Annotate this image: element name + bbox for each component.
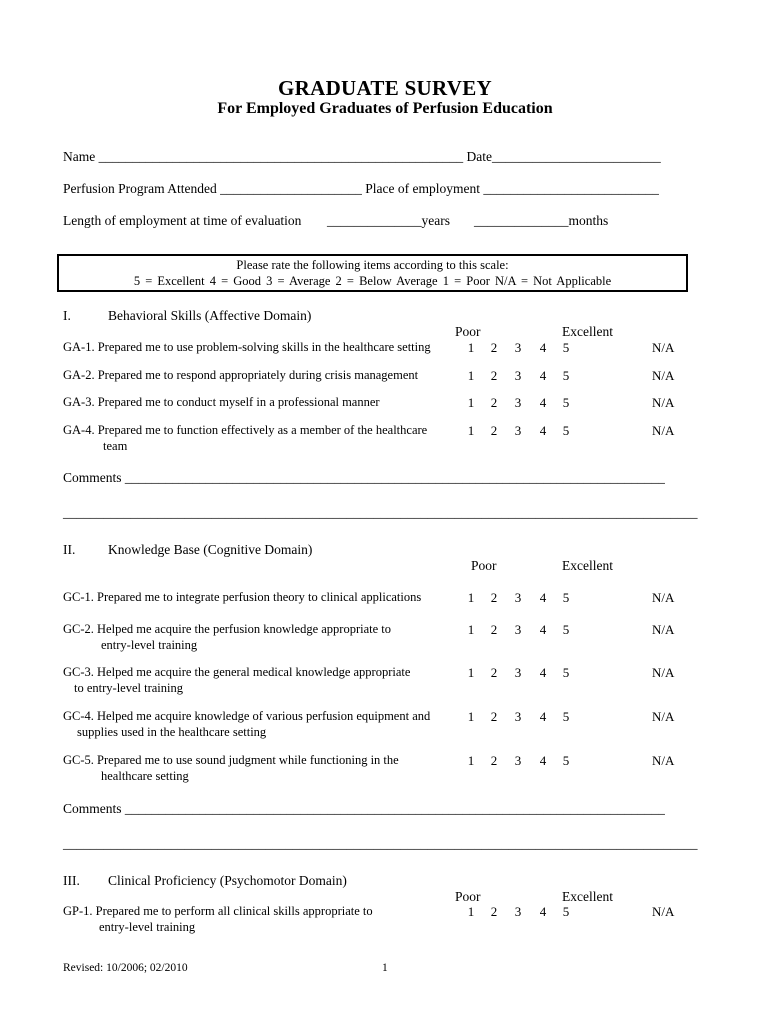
rating-option[interactable]: 3 <box>514 622 522 637</box>
rating-option[interactable]: 2 <box>490 709 498 724</box>
rating-option[interactable]: 1 <box>467 753 475 768</box>
na-option[interactable]: N/A <box>652 753 675 768</box>
rating-option[interactable]: 5 <box>562 340 570 355</box>
poor-label: Poor <box>455 889 481 904</box>
rating-option[interactable]: 2 <box>490 395 498 410</box>
section-numeral: II. <box>63 542 76 557</box>
item-text: GC-5. Prepared me to use sound judgment while functioning in the <box>63 753 399 767</box>
na-option[interactable]: N/A <box>652 665 675 680</box>
item-text: GA-1. Prepared me to use problem-solving skills in the healthcare setting <box>63 340 431 354</box>
rating-option[interactable]: 1 <box>467 423 475 438</box>
rating-option[interactable]: 1 <box>467 665 475 680</box>
item-text: GC-4. Helped me acquire knowledge of various perfusion equipment and <box>63 709 431 723</box>
rating-scale-instruction: Please rate the following items according to this scale: <box>236 258 509 272</box>
program-employment-field[interactable]: Perfusion Program Attended _____________________ Place of employment __________________________ <box>63 181 659 196</box>
page-title: GRADUATE SURVEY <box>278 76 492 100</box>
section-numeral: III. <box>63 873 80 888</box>
rating-scale-legend: 5 = Excellent 4 = Good 3 = Average 2 = Below Average 1 = Poor N/A = Not Applicable <box>133 274 612 288</box>
rating-option[interactable]: 1 <box>467 368 475 383</box>
rating-option[interactable]: 5 <box>562 395 570 410</box>
rating-option[interactable]: 5 <box>562 368 570 383</box>
item-text: GP-1. Prepared me to perform all clinical skills appropriate to <box>63 904 373 918</box>
rating-option[interactable]: 1 <box>467 590 475 605</box>
rating-option[interactable]: 3 <box>514 753 522 768</box>
rating-option[interactable]: 5 <box>562 665 570 680</box>
item-text-continued: team <box>103 439 128 453</box>
item-text-continued: supplies used in the healthcare setting <box>77 725 267 739</box>
comments-field[interactable]: Comments ________________________________________________________________________________ <box>63 470 665 485</box>
comments-continuation[interactable]: ______________________________________________________________________________________________ <box>63 505 698 520</box>
rating-option[interactable]: 1 <box>467 709 475 724</box>
na-option[interactable]: N/A <box>652 368 675 383</box>
rating-option[interactable]: 1 <box>467 904 475 919</box>
rating-option[interactable]: 3 <box>514 665 522 680</box>
comments-continuation[interactable]: ______________________________________________________________________________________________ <box>63 836 698 851</box>
rating-option[interactable]: 2 <box>490 753 498 768</box>
rating-option[interactable]: 5 <box>562 622 570 637</box>
rating-option[interactable]: 1 <box>467 622 475 637</box>
section-heading: Clinical Proficiency (Psychomotor Domain) <box>108 873 347 888</box>
excellent-label: Excellent <box>562 889 613 904</box>
rating-option[interactable]: 1 <box>467 395 475 410</box>
page-subtitle: For Employed Graduates of Perfusion Education <box>217 100 553 117</box>
rating-option[interactable]: 4 <box>539 665 547 680</box>
section-numeral: I. <box>63 308 71 323</box>
rating-option[interactable]: 3 <box>514 709 522 724</box>
poor-label: Poor <box>471 558 497 573</box>
na-option[interactable]: N/A <box>652 395 675 410</box>
rating-option[interactable]: 2 <box>490 423 498 438</box>
rating-option[interactable]: 2 <box>490 622 498 637</box>
comments-field[interactable]: Comments ________________________________________________________________________________ <box>63 801 665 816</box>
months-field[interactable]: ______________months <box>474 213 609 228</box>
rating-option[interactable]: 5 <box>562 709 570 724</box>
na-option[interactable]: N/A <box>652 423 675 438</box>
rating-option[interactable]: 3 <box>514 590 522 605</box>
revision-date: Revised: 10/2006; 02/2010 <box>63 962 188 974</box>
item-text-continued: entry-level training <box>99 920 196 934</box>
page-number: 1 <box>382 962 388 974</box>
rating-option[interactable]: 4 <box>539 368 547 383</box>
na-option[interactable]: N/A <box>652 709 675 724</box>
excellent-label: Excellent <box>562 324 613 339</box>
rating-option[interactable]: 5 <box>562 753 570 768</box>
na-option[interactable]: N/A <box>652 590 675 605</box>
rating-option[interactable]: 4 <box>539 590 547 605</box>
rating-option[interactable]: 5 <box>562 904 570 919</box>
rating-option[interactable]: 3 <box>514 395 522 410</box>
section-heading: Behavioral Skills (Affective Domain) <box>108 308 312 323</box>
rating-option[interactable]: 2 <box>490 590 498 605</box>
rating-option[interactable]: 4 <box>539 904 547 919</box>
name-date-field[interactable]: Name ______________________________________________________ Date_________________________ <box>63 149 661 164</box>
poor-label: Poor <box>455 324 481 339</box>
item-text: GA-3. Prepared me to conduct myself in a professional manner <box>63 395 380 409</box>
section-heading: Knowledge Base (Cognitive Domain) <box>108 542 313 557</box>
excellent-label: Excellent <box>562 558 613 573</box>
rating-option[interactable]: 2 <box>490 904 498 919</box>
na-option[interactable]: N/A <box>652 904 675 919</box>
rating-option[interactable]: 3 <box>514 368 522 383</box>
rating-option[interactable]: 4 <box>539 709 547 724</box>
rating-option[interactable]: 1 <box>467 340 475 355</box>
na-option[interactable]: N/A <box>652 340 675 355</box>
rating-option[interactable]: 5 <box>562 423 570 438</box>
na-option[interactable]: N/A <box>652 622 675 637</box>
item-text: GA-2. Prepared me to respond appropriately during crisis management <box>63 368 419 382</box>
item-text: GC-3. Helped me acquire the general medical knowledge appropriate <box>63 665 411 679</box>
rating-option[interactable]: 3 <box>514 423 522 438</box>
rating-option[interactable]: 4 <box>539 340 547 355</box>
rating-option[interactable]: 5 <box>562 590 570 605</box>
rating-option[interactable]: 4 <box>539 423 547 438</box>
item-text-continued: to entry-level training <box>74 681 183 695</box>
rating-option[interactable]: 2 <box>490 340 498 355</box>
rating-option[interactable]: 2 <box>490 665 498 680</box>
years-field[interactable]: ______________years <box>327 213 450 228</box>
rating-option[interactable]: 3 <box>514 340 522 355</box>
item-text: GC-2. Helped me acquire the perfusion knowledge appropriate to <box>63 622 392 636</box>
rating-option[interactable]: 4 <box>539 395 547 410</box>
item-text: GC-1. Prepared me to integrate perfusion theory to clinical applications <box>63 590 422 604</box>
length-of-employment-label: Length of employment at time of evaluation <box>63 213 302 228</box>
item-text: GA-4. Prepared me to function effectively as a member of the healthcare <box>63 423 428 437</box>
rating-option[interactable]: 4 <box>539 753 547 768</box>
item-text-continued: healthcare setting <box>101 769 189 783</box>
rating-option[interactable]: 3 <box>514 904 522 919</box>
rating-option[interactable]: 4 <box>539 622 547 637</box>
rating-option[interactable]: 2 <box>490 368 498 383</box>
item-text-continued: entry-level training <box>101 638 198 652</box>
rating-scale-box <box>57 254 688 292</box>
